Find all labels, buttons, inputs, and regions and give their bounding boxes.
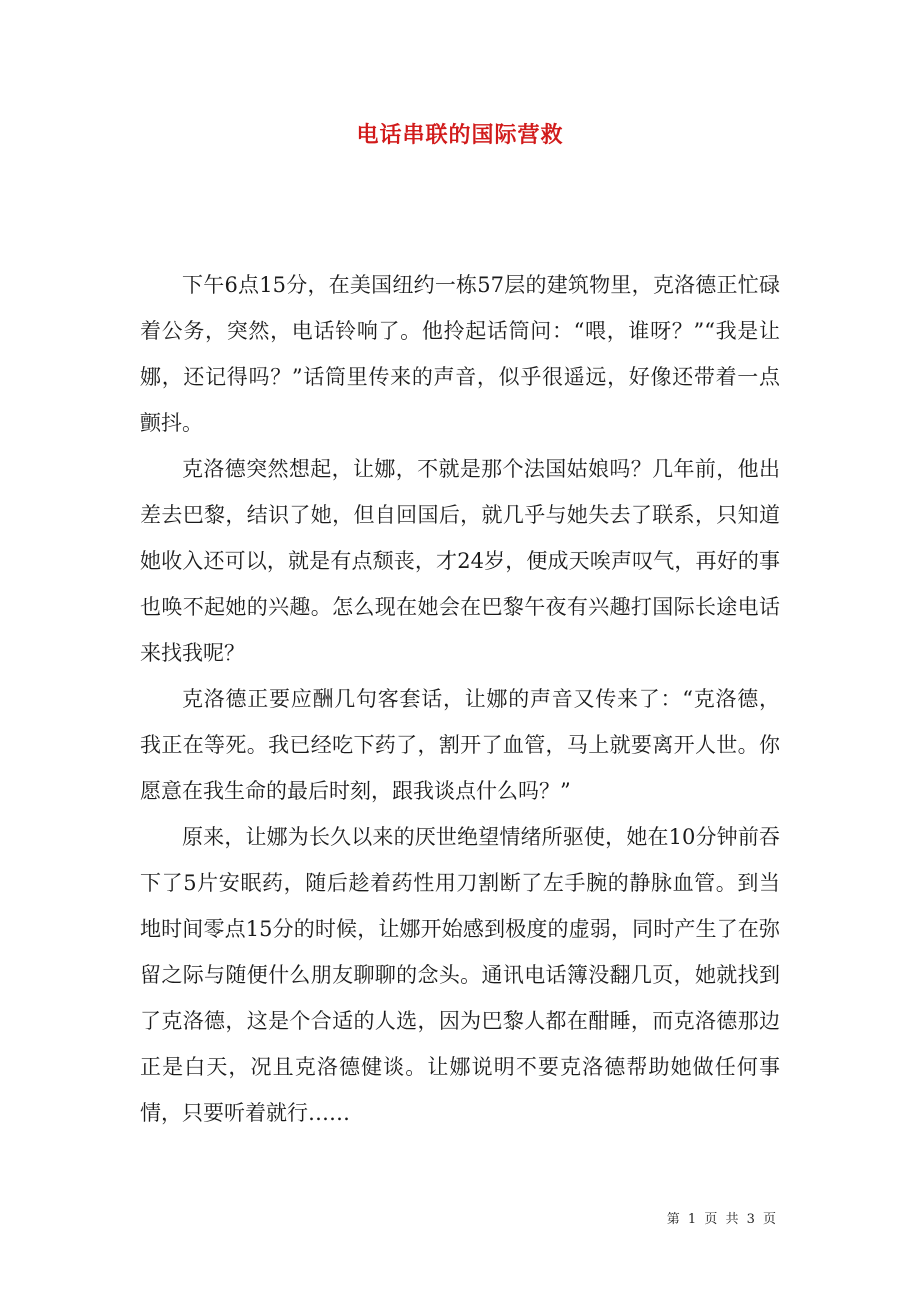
page-number-footer: 第 1 页 共 3 页	[666, 1212, 778, 1227]
paragraph-2: 克洛德突然想起，让娜，不就是那个法国姑娘吗？几年前，他出差去巴黎，结识了她，但自回国后，就几乎与她失去了联系，只知道她收入还可以，就是有点颓丧，才24岁，便成天唉声叹气，再好的事也唤不起她的兴趣。怎么现在她会在巴黎午夜有兴趣打国际长途电话来找我呢？	[140, 457, 780, 665]
paragraph-3: 克洛德正要应酬几句客套话，让娜的声音又传来了：“克洛德，我正在等死。我已经吃下药了，割开了血管，马上就要离开人世。你愿意在我生命的最后时刻，跟我谈点什么吗？”	[140, 687, 780, 803]
document-body	[140, 262, 780, 1136]
paragraph-4: 原来，让娜为长久以来的厌世绝望情绪所驱使，她在10分钟前吞下了5片安眠药，随后趁着药性用刀割断了左手腕的静脉血管。到当地时间零点15分的时候，让娜开始感到极度的虚弱，同时产生了在弥留之际与随便什么朋友聊聊的念头。通讯电话簿没翻几页，她就找到了克洛德，这是个合适的人选，因为巴黎人都在酣睡，而克洛德那边正是白天，况且克洛德健谈。让娜说明不要克洛德帮助她做任何事情，只要听着就行……	[140, 825, 780, 1125]
document-title: 电话串联的国际营救	[356, 122, 564, 148]
paragraph-1: 下午6点15分，在美国纽约一栋57层的建筑物里，克洛德正忙碌着公务，突然，电话铃响了。他拎起话筒问：“喂，谁呀？”“我是让娜，还记得吗？”话筒里传来的声音，似乎很遥远，好像还带着一点颤抖。	[140, 273, 780, 435]
